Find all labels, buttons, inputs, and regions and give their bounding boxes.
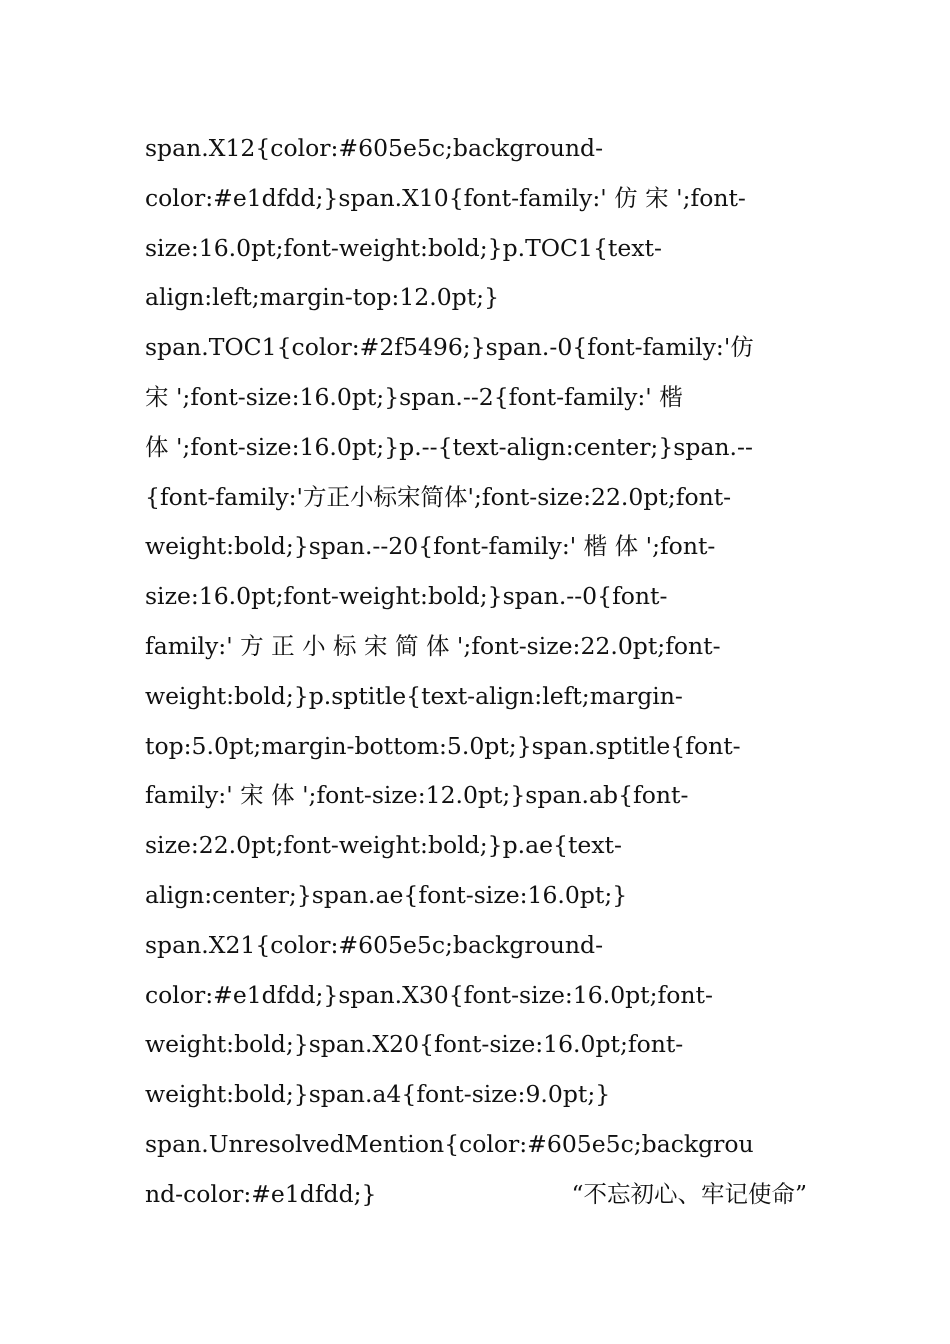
text-line: span.TOC1{color:#2f5496;}span.-0{font-family:'仿 bbox=[145, 333, 754, 362]
last-line-left: nd-color:#e1dfdd;} bbox=[145, 1179, 377, 1208]
text-line: span.X21{color:#605e5c;background- bbox=[145, 930, 604, 959]
text-line: {font-family:'方正小标宋简体';font-size:22.0pt;font- bbox=[145, 482, 732, 511]
text-line: align:left;margin-top:12.0pt;} bbox=[145, 283, 500, 312]
text-line: color:#e1dfdd;}span.X30{font-size:16.0pt;font- bbox=[145, 980, 713, 1009]
last-text-line bbox=[145, 1170, 807, 1220]
text-line: weight:bold;}p.sptitle{text-align:left;margin- bbox=[145, 681, 683, 710]
text-line: align:center;}span.ae{font-size:16.0pt;} bbox=[145, 880, 628, 909]
text-line: size:22.0pt;font-weight:bold;}p.ae{text- bbox=[145, 831, 622, 860]
text-line: top:5.0pt;margin-bottom:5.0pt;}span.sptitle{font- bbox=[145, 731, 741, 760]
text-line: 宋 ';font-size:16.0pt;}span.--2{font-family:' 楷 bbox=[145, 382, 683, 411]
text-line: span.UnresolvedMention{color:#605e5c;backgrou bbox=[145, 1129, 754, 1158]
document-body bbox=[145, 124, 807, 1220]
text-line: family:' 宋 体 ';font-size:12.0pt;}span.ab{font- bbox=[145, 781, 689, 810]
text-line: 体 ';font-size:16.0pt;}p.--{text-align:center;}span.-- bbox=[145, 432, 753, 461]
last-line-right: “不忘初心、牢记使命” bbox=[571, 1179, 807, 1208]
text-line: size:16.0pt;font-weight:bold;}p.TOC1{text- bbox=[145, 233, 662, 262]
text-line: color:#e1dfdd;}span.X10{font-family:' 仿 宋 ';font- bbox=[145, 183, 746, 212]
text-line: span.X12{color:#605e5c;background- bbox=[145, 134, 604, 162]
text-line: family:' 方 正 小 标 宋 简 体 ';font-size:22.0pt;font- bbox=[145, 631, 721, 660]
text-line: weight:bold;}span.X20{font-size:16.0pt;font- bbox=[145, 1030, 684, 1059]
text-line: size:16.0pt;font-weight:bold;}span.--0{font- bbox=[145, 582, 668, 611]
text-line: weight:bold;}span.a4{font-size:9.0pt;} bbox=[145, 1080, 611, 1109]
text-line: weight:bold;}span.--20{font-family:' 楷 体 ';font- bbox=[145, 532, 716, 561]
